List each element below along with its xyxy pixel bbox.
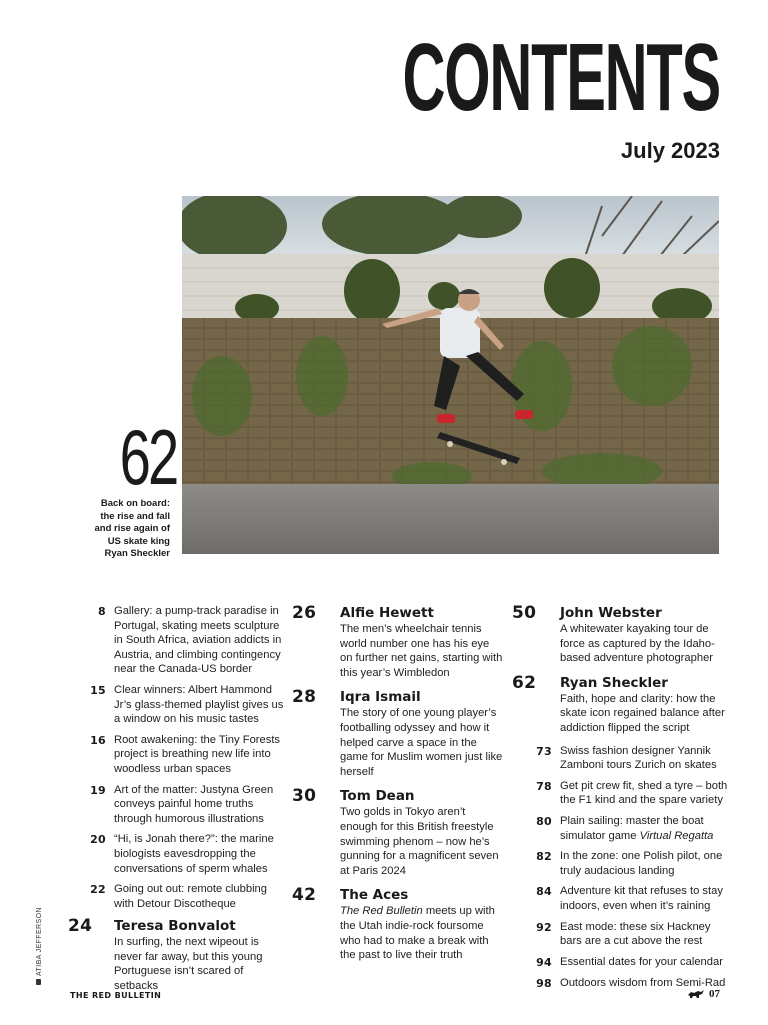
feature-description: In surfing, the next wipeout is never far away, but this young Portuguese isn’t scared of setbacks (114, 936, 263, 993)
feature-description: The men’s wheelchair tennis world number one has his eye on further net gains, starting with this year’s Wimbledon (340, 623, 503, 679)
contents-column-1 (64, 604, 286, 1002)
contents-entry[interactable] (64, 783, 286, 827)
entry-page-number: 15 (90, 683, 106, 697)
contents-feature[interactable] (512, 604, 732, 666)
entry-description: Get pit crew fit, shed a tyre – both the F1 kind and the spare variety (560, 779, 728, 807)
entry-page-number: 82 (536, 850, 552, 864)
entry-page-number: 98 (536, 976, 552, 990)
feature-headline: Tom Dean (340, 788, 415, 805)
contents-entry[interactable] (64, 733, 286, 777)
feature-headline: Iqra Ismail (340, 689, 421, 706)
contents-entry[interactable] (512, 779, 732, 808)
contents-entry[interactable] (512, 955, 732, 970)
contents-entry[interactable] (512, 849, 732, 878)
entry-description: Root awakening: the Tiny Forests project is breathing new life into woodless urban spaces (114, 733, 281, 775)
issue-date: July 2023 (620, 138, 720, 163)
hero-photo (182, 196, 719, 554)
feature-caption-line: Back on board: (100, 498, 170, 509)
feature-headline: Alfie Hewett (340, 605, 434, 621)
feature-page-number: 30 (292, 786, 317, 807)
entry-page-number: 19 (90, 783, 106, 797)
contents-feature[interactable] (292, 886, 504, 962)
contents-feature[interactable] (292, 787, 504, 878)
entry-page-number: 22 (90, 883, 106, 897)
contents-short-list (512, 744, 732, 991)
entry-description: Clear winners: Albert Hammond Jr’s glass-themed playlist gives us a window on his music tastes (114, 683, 284, 726)
feature-description: The story of one young player’s footballing odyssey and how it helped carve a space in the game for Muslim women just like herself (340, 707, 503, 778)
page-number: 07 (709, 988, 720, 1000)
entry-description: “Hi, is Jonah there?”: the marine biologists eavesdropping the conversations of sperm whales (114, 833, 274, 875)
entry-page-number: 16 (90, 733, 106, 747)
entry-description: Going out out: remote clubbing with Detour Discotheque (114, 883, 267, 910)
photo-credit-name: ATIBA JEFFERSON (36, 907, 43, 976)
entry-description: In the zone: one Polish pilot, one truly audacious landing (560, 850, 723, 877)
feature-description: Faith, hope and clarity: how the skate icon regained balance after addiction flipped the script (560, 692, 725, 734)
contents-feature[interactable] (292, 604, 504, 680)
contents-entry[interactable] (64, 832, 286, 876)
contents-entry[interactable] (512, 920, 732, 949)
feature-page-number: 26 (292, 603, 317, 623)
feature-description-text: meets up with the Utah indie-rock foursome who had to make a break with the past to live their truth (340, 905, 495, 962)
contents-column-2 (292, 604, 504, 971)
entry-page-number: 94 (536, 955, 552, 969)
entry-description: Adventure kit that refuses to stay indoors, even when it’s raining (560, 885, 723, 912)
entry-description: Gallery: a pump-track paradise in Portugal, skating meets sculpture in South Africa, aviation addicts in Austria, and climbing contingency near the Canada-US border (114, 605, 282, 676)
contents-entry[interactable] (64, 604, 286, 677)
feature-headline: The Aces (340, 887, 409, 904)
feature-page-number: 42 (292, 885, 317, 906)
feature-description: A whitewater kayaking tour de force as captured by the Idaho-based adventure photographer (560, 623, 715, 665)
photo-credit (36, 895, 50, 985)
feature-headline: John Webster (560, 605, 662, 621)
bull-icon (687, 989, 705, 999)
feature-page-number: 28 (292, 687, 317, 708)
entry-page-number: 80 (536, 814, 552, 828)
contents-entry[interactable] (64, 683, 286, 727)
entry-page-number: 20 (90, 833, 106, 847)
contents-column-3 (512, 604, 732, 997)
contents-feature[interactable] (292, 688, 504, 779)
feature-caption-line: Ryan Sheckler (104, 548, 170, 559)
entry-page-number: 78 (536, 779, 552, 793)
feature-page-number: 62 (119, 413, 177, 501)
feature-description: Two golds in Tokyo aren’t enough for this British freestyle swimming phenom – now he’s gunning for a magnificent seven at Paris 2024 (340, 806, 499, 877)
page-footer (687, 988, 720, 1000)
entry-page-number: 8 (98, 605, 106, 618)
feature-caption-line: and rise again of (94, 523, 170, 534)
game-title: Virtual Regatta (639, 829, 714, 842)
entry-description: East mode: these six Hackney bars are a cut above the rest (560, 920, 711, 948)
entry-page-number: 84 (536, 885, 552, 899)
feature-page-number: 50 (512, 603, 537, 623)
contents-entry[interactable] (64, 882, 286, 911)
entry-description: Outdoors wisdom from Semi-Rad (560, 976, 726, 989)
entry-description: Art of the matter: Justyna Green conveys painful home truths through humorous illustrations (114, 783, 274, 825)
entry-description: Essential dates for your calendar (560, 955, 723, 968)
page-title: CONTENTS (402, 24, 720, 131)
contents-feature[interactable] (64, 917, 286, 993)
feature-page-number: 62 (512, 672, 537, 693)
entry-page-number: 92 (536, 920, 552, 934)
feature-headline: Teresa Bonvalot (114, 918, 236, 935)
publication-name: THE RED BULLETIN (70, 991, 162, 1000)
feature-description (340, 904, 504, 962)
entry-description (560, 814, 732, 843)
contents-entry[interactable] (512, 744, 732, 773)
feature-caption (60, 498, 170, 561)
contents-entry[interactable] (512, 814, 732, 843)
camera-icon (36, 979, 41, 985)
entry-description: Swiss fashion designer Yannik Zamboni tours Zurich on skates (560, 744, 717, 772)
feature-headline: Ryan Sheckler (560, 674, 668, 691)
contents-feature[interactable] (512, 674, 732, 736)
magazine-title: The Red Bulletin (340, 905, 423, 918)
entry-page-number: 73 (536, 744, 552, 758)
feature-caption-line: US skate king (107, 535, 170, 547)
entry-description-text: Plain sailing: master the boat simulator game (560, 814, 704, 842)
contents-entry[interactable] (512, 884, 732, 913)
feature-page-number: 24 (68, 916, 93, 937)
feature-caption-line: the rise and fall (100, 510, 170, 522)
